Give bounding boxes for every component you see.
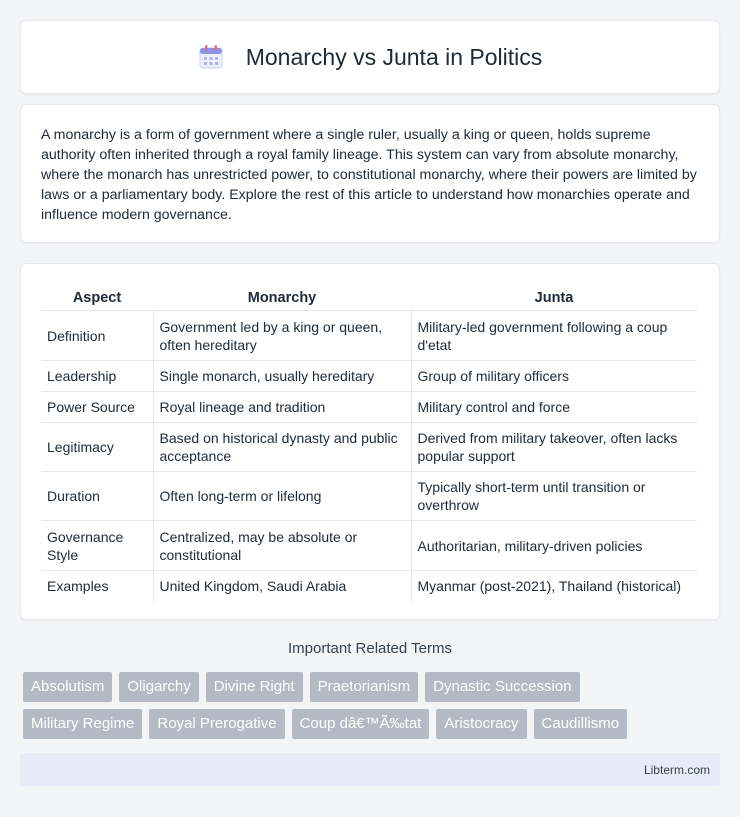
aspect-cell: Definition [41, 311, 153, 361]
monarchy-cell: Government led by a king or queen, often hereditary [153, 311, 411, 361]
junta-cell: Military-led government following a coup d'etat [411, 311, 697, 361]
aspect-cell: Governance Style [41, 521, 153, 571]
tag-aristocracy[interactable]: Aristocracy [436, 709, 526, 739]
monarchy-cell: Often long-term or lifelong [153, 472, 411, 521]
junta-cell: Military control and force [411, 392, 697, 423]
footer-site-link[interactable]: Libterm.com [643, 762, 710, 777]
junta-cell: Derived from military takeover, often lacks popular support [411, 423, 697, 472]
intro-card [20, 104, 720, 243]
junta-cell: Typically short-term until transition or overthrow [411, 472, 697, 521]
table-row [41, 392, 697, 423]
tag-coup-detat[interactable]: Coup dâ€™Ã‰tat [292, 709, 430, 739]
tag-praetorianism[interactable]: Praetorianism [310, 672, 419, 702]
monarchy-cell: Based on historical dynasty and public acceptance [153, 423, 411, 472]
tag-absolutism[interactable]: Absolutism [23, 672, 112, 702]
tag-row [23, 672, 723, 702]
comparison-table [41, 286, 697, 602]
related-terms-tags [23, 672, 723, 746]
intro-text: A monarchy is a form of government where a single ruler, usually a king or queen, holds supreme authority often inherited through a royal family lineage. This system can vary from absolute monarchy, where the monarch has unrestricted power, to constitutional monarchy, where their powers are limited by laws or a parliamentary body. Explore the rest of this article to understand how monarchies operate and influence modern governance. [41, 127, 697, 223]
tag-military-regime[interactable]: Military Regime [23, 709, 142, 739]
tag-dynastic-succession[interactable]: Dynastic Succession [425, 672, 579, 702]
header-card [20, 20, 720, 94]
table-row [41, 521, 697, 571]
column-header-aspect: Aspect [41, 286, 153, 311]
table-header-row [41, 286, 697, 311]
monarchy-cell: Royal lineage and tradition [153, 392, 411, 423]
page-title: Monarchy vs Junta in Politics [245, 43, 543, 70]
footer [20, 753, 720, 786]
column-header-junta: Junta [411, 286, 697, 311]
tag-row [23, 709, 723, 739]
tag-divine-right[interactable]: Divine Right [206, 672, 303, 702]
junta-cell: Group of military officers [411, 361, 697, 392]
table-row [41, 423, 697, 472]
table-row [41, 472, 697, 521]
comparison-table-card [20, 263, 720, 620]
table-row [41, 361, 697, 392]
related-terms-title: Important Related Terms [288, 640, 452, 657]
monarchy-cell: Centralized, may be absolute or constitutional [153, 521, 411, 571]
column-header-monarchy: Monarchy [153, 286, 411, 311]
tag-royal-prerogative[interactable]: Royal Prerogative [149, 709, 284, 739]
aspect-cell: Legitimacy [41, 423, 153, 472]
junta-cell: Authoritarian, military-driven policies [411, 521, 697, 571]
tag-caudillismo[interactable]: Caudillismo [534, 709, 628, 739]
table-row [41, 311, 697, 361]
calendar-icon [198, 44, 224, 70]
aspect-cell: Examples [47, 578, 109, 595]
monarchy-cell: Single monarch, usually hereditary [153, 361, 411, 392]
junta-cell: Myanmar (post-2021), Thailand (historical) [411, 571, 697, 602]
table-row [41, 571, 697, 602]
tag-oligarchy[interactable]: Oligarchy [119, 672, 198, 702]
aspect-cell: Leadership [41, 361, 153, 392]
aspect-cell: Duration [41, 472, 153, 521]
monarchy-cell: United Kingdom, Saudi Arabia [153, 571, 411, 602]
aspect-cell: Power Source [41, 392, 153, 423]
